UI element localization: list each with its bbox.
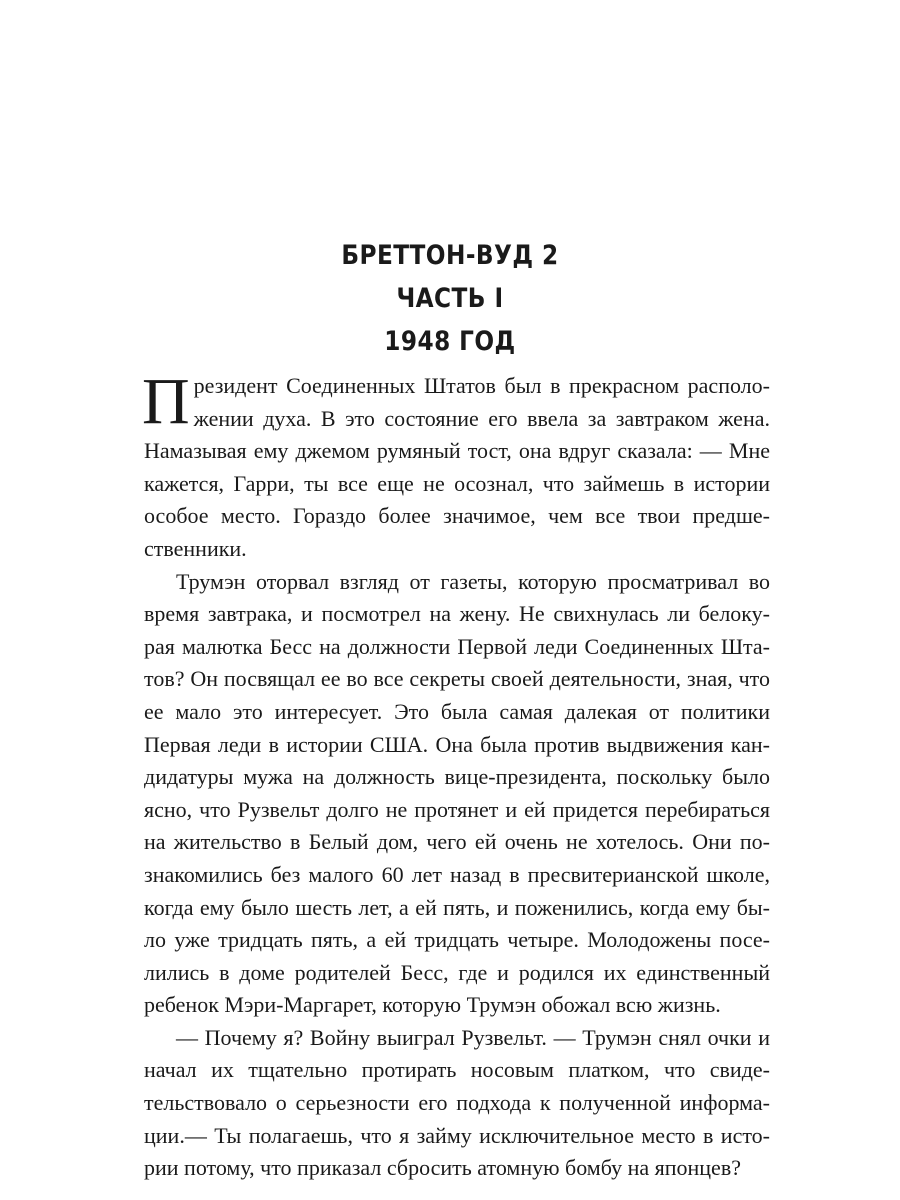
paragraph-2: Трумэн оторвал взгляд от газеты, которую просматривал во время завтрака, и посмотрел на жену. Не свихнулась ли белоку-рая малютка Бесс на должности Первой леди Соединенных Шта-тов? Он посвящал ее во все секреты своей деятельности, зная, что ее мало это интересует. Это была самая далекая от политики Первая леди в истории США. Она была против выдвижения кан-дидатуры мужа на должность вице-президента, поскольку было ясно, что Рузвельт долго не протянет и ей придется перебираться на жительство в Белый дом, чего ей очень не хотелось. Они по-знакомились без малого 60 лет назад в пресвитерианской школе, когда ему было шесть лет, а ей пять, и поженились, когда ему бы-ло уже тридцать пять, а ей тридцать четыре. Молодожены посе-лились в доме родителей Бесс, где и родился их единственный ребенок Мэри-Маргарет, которую Трумэн обожал всю жизнь.: [144, 568, 770, 1018]
paragraph-1: [142, 365, 770, 566]
chapter-year: 1948 ГОД: [384, 326, 516, 357]
body-text: [142, 365, 770, 1185]
chapter-heading: [63, 234, 837, 363]
chapter-title: БРЕТТОН-ВУД 2: [341, 240, 559, 271]
chapter-part: ЧАСТЬ I: [396, 283, 504, 314]
paragraph-1-text: резидент Соединенных Штатов был в прекрасном располо-жении духа. В это состояние его ввела за завтраком жена. Намазывая ему джемом румяный тост, она вдруг сказала: — Мне кажется, Гарри, ты все еще не осознал, что займешь в истории особое место. Гораздо более значимое, чем все твои предше-ственники.: [144, 373, 770, 561]
drop-cap: П: [142, 365, 190, 438]
paragraph-3: — Почему я? Войну выиграл Рузвельт. — Трумэн снял очки и начал их тщательно протирать носовым платком, что свиде-тельствовало о серьезности его подхода к полученной информа-ции.— Ты полагаешь, что я займу исключительное место в исто-рии потому, что приказал сбросить атомную бомбу на японцев?: [144, 1024, 770, 1181]
